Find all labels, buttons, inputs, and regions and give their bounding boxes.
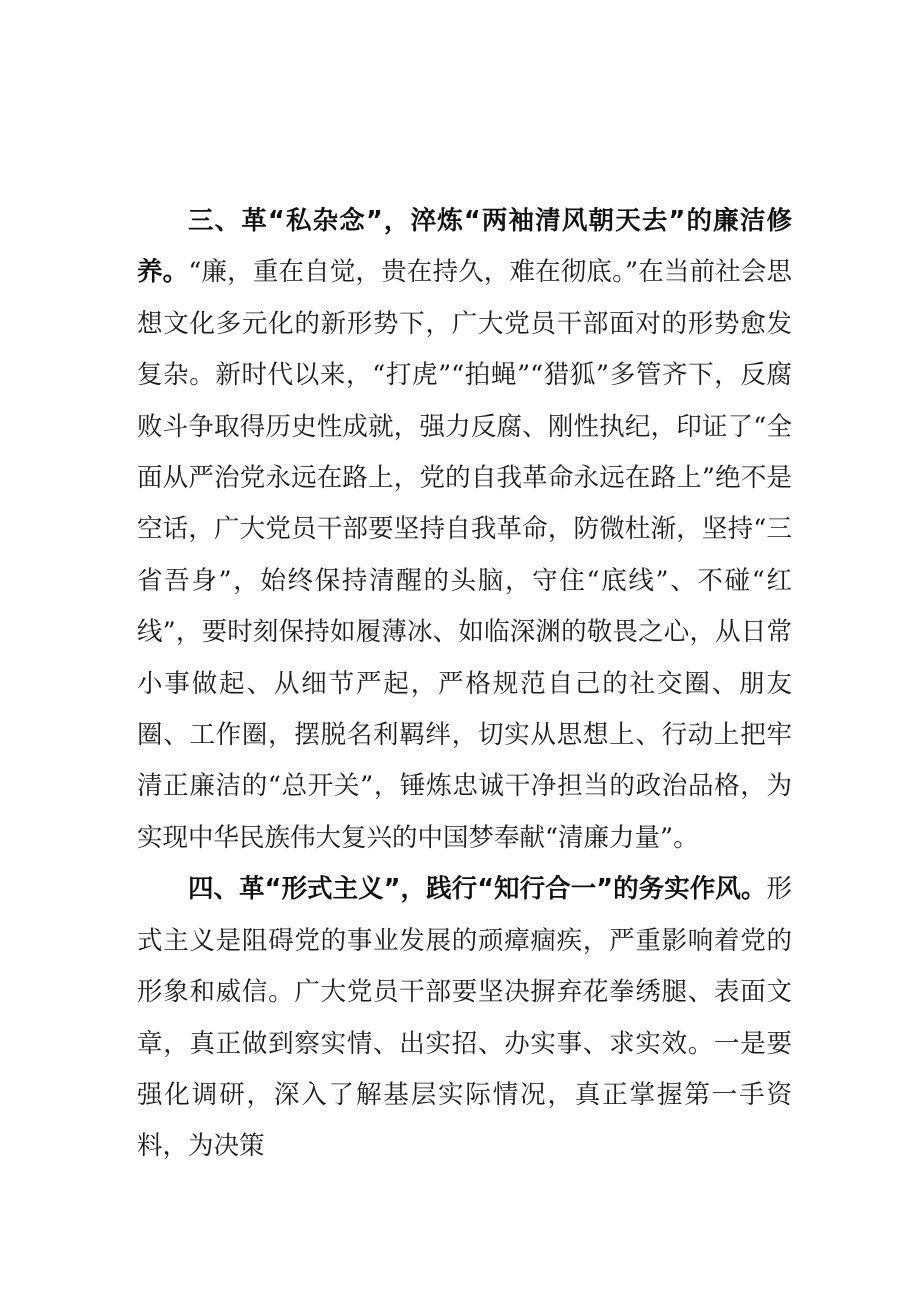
document-body [137,196,792,1173]
paragraph-three-text: “廉，重在自觉，贵在持久，难在彻底。”在当前社会思想文化多元化的新形势下，广大党员干部面对的形势愈发复杂。新时代以来，“打虎”“拍蝇”“猎狐”多管齐下，反腐败斗争取得历史性成就，强力反腐、刚性执纪，印证了“全面从严治党永远在路上，党的自我革命永远在路上”绝不是空话，广大党员干部要坚持自我革命，防微杜渐，坚持“三省吾身”，始终保持清醒的头脑，守住“底线”、不碰“红线”，要时刻保持如履薄冰、如临深渊的敬畏之心，从日常小事做起、从细节严起，严格规范自己的社交圈、朋友圈、工作圈，摆脱名利羁绊，切实从思想上、行动上把牢清正廉洁的“总开关”，锤炼忠诚干净担当的政治品格，为实现中华民族伟大复兴的中国梦奉献“清廉力量”。 [137,257,792,853]
paragraph-three [137,196,792,864]
paragraph-four [137,864,792,1172]
section-heading-four: 四、革“形式主义”，践行“知行合一”的务实作风。 [188,874,767,905]
paragraph-four-text: 形式主义是阻碍党的事业发展的顽瘴痼疾，严重影响着党的形象和威信。广大党员干部要坚决摒弃花拳绣腿、表面文章，真正做到察实情、出实招、办实事、求实效。一是要强化调研，深入了解基层实际情况，真正掌握第一手资料，为决策 [137,874,792,1162]
section-heading-three: 三、革“私杂念”，淬炼“两袖清风朝天去”的廉洁修养。 [137,206,792,288]
